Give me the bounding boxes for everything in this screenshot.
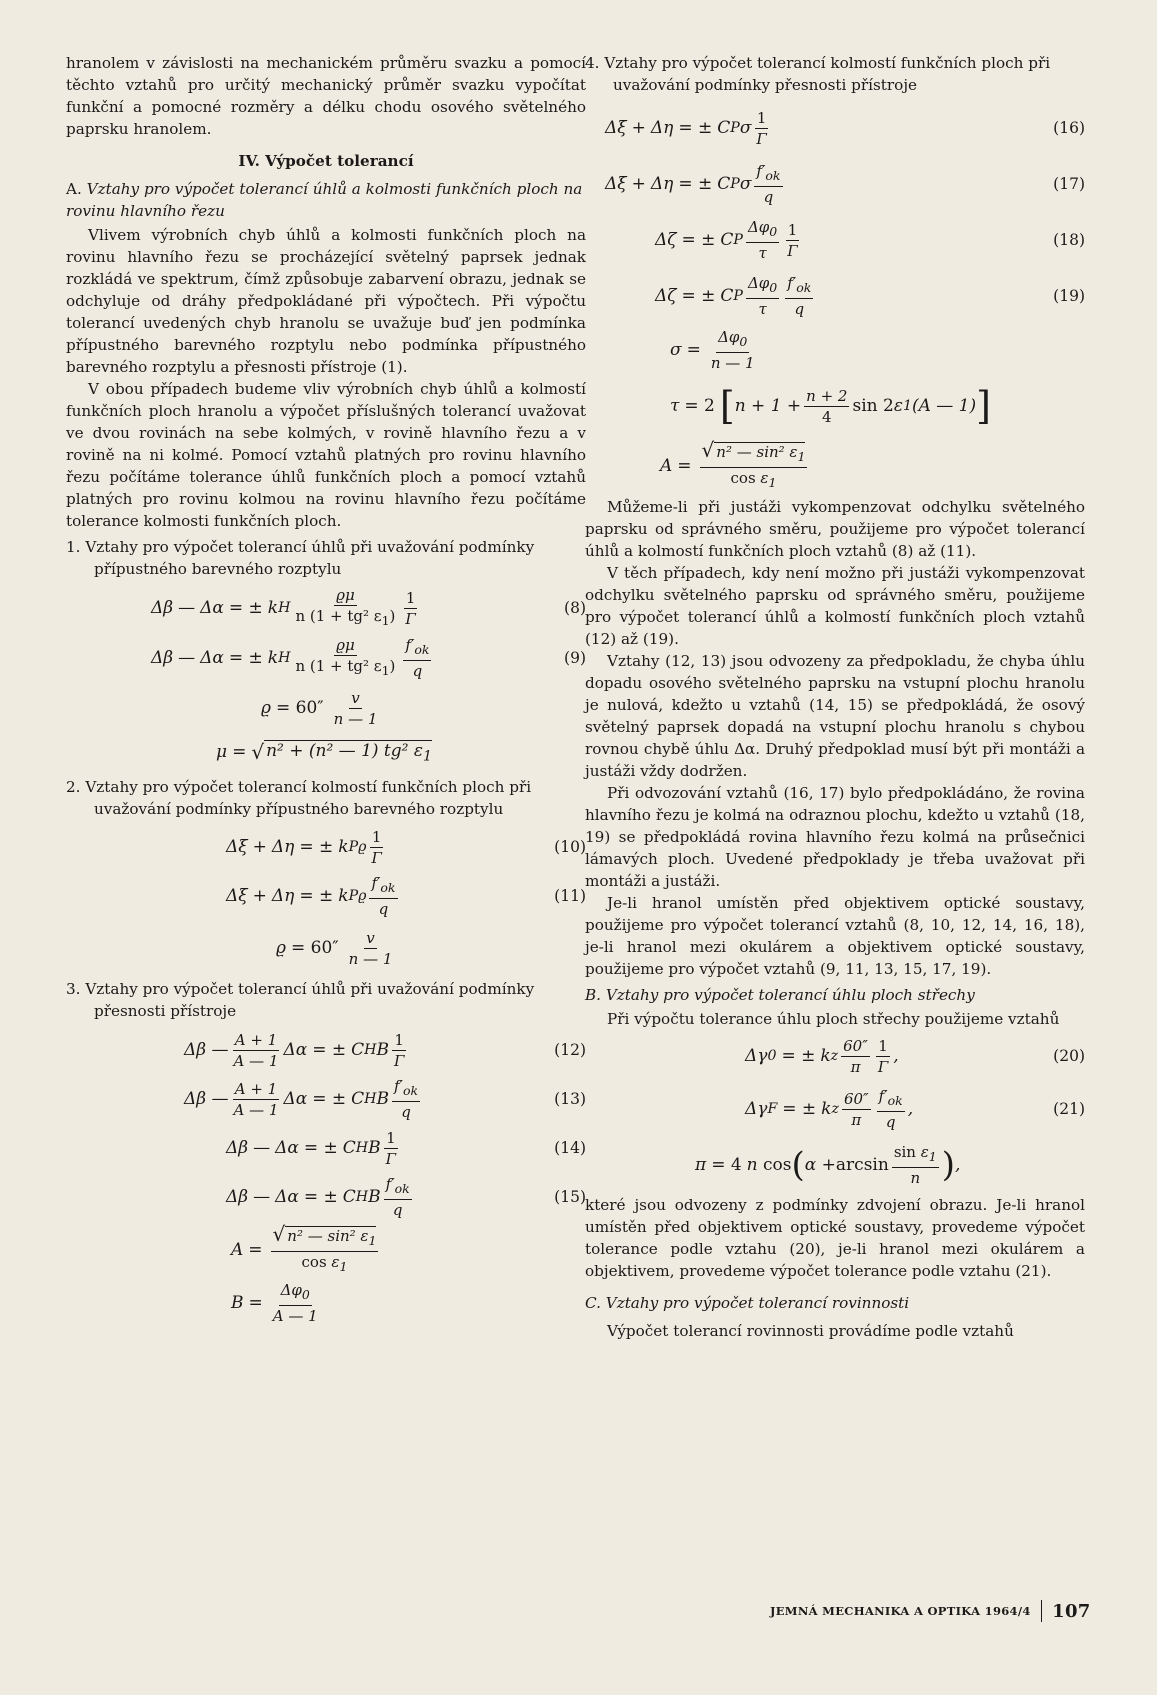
equation-tau: τ = 2 [ n + 1 + $\frac{n + 2}{4}$ sin 2 ε 1 (A — 1) ]	[670, 384, 991, 428]
page-footer	[770, 1600, 1091, 1622]
equation-number: (15)	[554, 1188, 586, 1206]
page-number: 107	[1052, 1600, 1091, 1622]
equation-number: (8)	[564, 599, 586, 617]
equation-19: Δζ = ± C P $\frac{\Delta\varphi_0}{\tau}$ $\frac{f'_{ok}}{q}$ (19)	[585, 268, 1085, 324]
equation-number: (16)	[1053, 119, 1085, 137]
equation-10: Δξ + Δη = ± k Pϱ $\frac{1}{\Gamma}$ (10)	[66, 824, 586, 870]
equation-20: Δγ 0 = ± k z $\frac{60''}{\pi}$ $\frac{1}{\Gamma}$ , (20)	[585, 1030, 1085, 1082]
equation-number: (20)	[1053, 1047, 1085, 1065]
equation-15: Δβ — Δα = ± C H B $\frac{f'_{ok}}{q}$ (15)	[66, 1172, 586, 1222]
subsection-b-title: B. Vztahy pro výpočet tolerancí úhlu ploch střechy	[585, 986, 975, 1004]
item-heading-4: 4. Vztahy pro výpočet tolerancí kolmostí funkčních ploch při uvažování podmínky přesnosti přístroje	[585, 54, 1051, 94]
subsection-c-title: C. Vztahy pro výpočet tolerancí rovinnosti	[585, 1294, 910, 1312]
equation-B: B = $\frac{\Delta\varphi_0}{A — 1}$	[231, 1281, 318, 1325]
equation-mu: μ = √ n² + (n² — 1) tg² $\varepsilon_1$	[216, 740, 433, 765]
left-column	[66, 52, 586, 1328]
equation-17: Δξ + Δη = ± C P σ $\frac{f'_{ok}}{q}$ (17)	[585, 156, 1085, 212]
equation-14: Δβ — Δα = ± C H B $\frac{1}{\Gamma}$ (14)	[66, 1124, 586, 1172]
equation-number: (14)	[554, 1139, 586, 1157]
paragraph: V těch případech, kdy není možno při justáži vykompenzovat odchylku světelného paprsku od správného směru, použijeme pro výpočet tolerancí úhlů a kolmostí funkčních ploch vztahů (12) až (19).	[585, 564, 1085, 648]
subsection-a-heading	[66, 178, 586, 222]
paragraph: Můžeme-li při justáži vykompenzovat odchylku světelného paprsku od správného směru, použijeme pro výpočet tolerancí úhlů a kolmostí funkčních ploch vztahů (8) až (11).	[585, 498, 1085, 560]
equation-18: Δζ = ± C P $\frac{\Delta\varphi_0}{\tau}$ $\frac{1}{\Gamma}$ (18)	[585, 212, 1085, 268]
intro-paragraph: hranolem v závislosti na mechanickém průměru svazku a pomocí těchto vztahů pro určitý mechanický průměr svazku vypočítat funkční a pomocné rozměry a délku chodu osového světelného paprsku hranolem.	[66, 54, 586, 138]
equation-number: (9)	[564, 649, 586, 667]
equation-13: Δβ — $\frac{A + 1}{A — 1}$ Δα = ± C H B $\frac{f'_{ok}}{q}$ (13)	[66, 1074, 586, 1124]
equation-rho: ϱ = 60″ $\frac{v}{n — 1}$	[261, 688, 378, 728]
right-column	[585, 52, 1085, 1342]
paragraph: Výpočet tolerancí rovinnosti provádíme podle vztahů	[607, 1322, 1014, 1340]
paragraph: Vztahy (12, 13) jsou odvozeny za předpokladu, že chyba úhlu dopadu osového světelného paprsku na vstupní plochu hranolu je nulová, kdežto u vztahů (14, 15) se předpokládá, že osový světelný paprsek dopadá na vstupní plochu hranolu s chybou rovnou chybě úhlu Δα. Druhý předpoklad musí být při montáži a justáži vždy dodržen.	[585, 652, 1085, 780]
equation-9: Δβ — Δα = ± k H $\frac{ϱ\mu}{n (1 + tg^2 \varepsilon_1)}$ $\frac{f'_{ok}}{q}$ (9)	[66, 632, 586, 684]
paragraph: které jsou odvozeny z podmínky zdvojení obrazu. Je-li hranol umístěn před objektivem optické soustavy, provedeme výpočet tolerance podle vztahu (20), je-li hranol mezi okulárem a objektivem, provedeme výpočet tolerance podle vztahu (21).	[585, 1196, 1085, 1280]
equation-rho-2: ϱ = 60″ $\frac{v}{n — 1}$	[276, 928, 393, 968]
paragraph: V obou případech budeme vliv výrobních chyb úhlů a kolmostí funkčních ploch hranolu a výpočet příslušných tolerancí uvažovat ve dvou rovinách na sebe kolmých, v rovině hlavního řezu a v rovině na ni kolmé. Pomocí vztahů platných pro rovinu hlavního řezu počítáme tolerance úhlů funkčních ploch a pomocí vztahů platných pro rovinu kolmou na rovinu hlavního řezu počítáme tolerance kolmosti funkčních ploch.	[66, 380, 586, 530]
equation-A-right: A = $\frac{√ n^2 — \sin^2 \varepsilon_1}{\cos \varepsilon_1}$	[660, 437, 806, 490]
equation-12: Δβ — $\frac{A + 1}{A — 1}$ Δα = ± C H B $\frac{1}{\Gamma}$ (12)	[66, 1026, 586, 1074]
subsection-a-label: A.	[66, 180, 82, 198]
equation-A: A = $\frac{√ n^2 — \sin^2 \varepsilon_1}{\cos \varepsilon_1}$	[231, 1221, 377, 1274]
equation-16: Δξ + Δη = ± C P σ $\frac{1}{\Gamma}$ (16)	[585, 100, 1085, 156]
paragraph: Vlivem výrobních chyb úhlů a kolmosti funkčních ploch na rovinu hlavního řezu se procházející světelný paprsek jednak rozkládá ve spektrum, čímž způsobuje zabarvení obrazu, jednak se odchyluje od dráhy předpokládané při výpočtech. Při výpočtu tolerancí uvedených chyb hranolu se uvažuje buď jen podmínka přípustného barevného rozptylu nebo podmínka přípustného barevného rozptylu a přesnosti přístroje (1).	[66, 226, 586, 376]
section-title: IV. Výpočet tolerancí	[238, 152, 414, 170]
equation-number: (12)	[554, 1041, 586, 1059]
subsection-a-title: Vztahy pro výpočet tolerancí úhlů a kolmosti funkčních ploch na rovinu hlavního řezu	[66, 180, 583, 220]
item-heading-3: 3. Vztahy pro výpočet tolerancí úhlů při uvažování podmínky přesnosti přístroje	[66, 980, 535, 1020]
paragraph: Je-li hranol umístěn před objektivem optické soustavy, použijeme pro výpočet tolerancí vztahů (8, 10, 12, 14, 16, 18), je-li hranol mezi okulárem a objektivem optické soustavy, použijeme pro výpočet vztahů (9, 11, 13, 15, 17, 19).	[585, 894, 1085, 978]
equation-sigma: σ = $\frac{\Delta\varphi_0}{n — 1}$	[670, 328, 755, 372]
journal-name: JEMNÁ MECHANIKA A OPTIKA 1964/4	[770, 1604, 1031, 1618]
equation-number: (17)	[1053, 175, 1085, 193]
equation-number: (21)	[1053, 1100, 1085, 1118]
equation-number: (13)	[554, 1090, 586, 1108]
equation-11: Δξ + Δη = ± k Pϱ $\frac{f'_{ok}}{q}$ (11)	[66, 870, 586, 922]
equation-number: (19)	[1053, 287, 1085, 305]
equation-pi: π = 4 n cos ( α + arcsin $\frac{\sin \varepsilon_1}{n}$ ) ,	[695, 1143, 961, 1187]
equation-21: Δγ F = ± k z $\frac{60''}{\pi}$ $\frac{f'_{ok}}{q}$ , (21)	[585, 1082, 1085, 1136]
item-heading-2: 2. Vztahy pro výpočet tolerancí kolmostí funkčních ploch při uvažování podmínky přípustného barevného rozptylu	[66, 778, 532, 818]
equation-number: (10)	[554, 838, 586, 856]
footer-divider	[1041, 1600, 1043, 1622]
equation-number: (11)	[554, 887, 586, 905]
paragraph: Při odvozování vztahů (16, 17) bylo předpokládáno, že rovina hlavního řezu je kolmá na odraznou plochu, kdežto u vztahů (18, 19) se předpokládá rovina hlavního řezu kolmá na průsečnici lámavých ploch. Uvedené předpoklady je třeba uvažovat při montáži a justáži.	[585, 784, 1085, 890]
equation-8: Δβ — Δα = ± k H $\frac{ϱ\mu}{n (1 + tg^2 \varepsilon_1)}$ $\frac{1}{\Gamma}$ (8)	[66, 584, 586, 632]
item-heading-1: 1. Vztahy pro výpočet tolerancí úhlů při uvažování podmínky přípustného barevného rozptylu	[66, 538, 535, 578]
paragraph: Při výpočtu tolerance úhlu ploch střechy použijeme vztahů	[607, 1010, 1060, 1028]
equation-number: (18)	[1053, 231, 1085, 249]
